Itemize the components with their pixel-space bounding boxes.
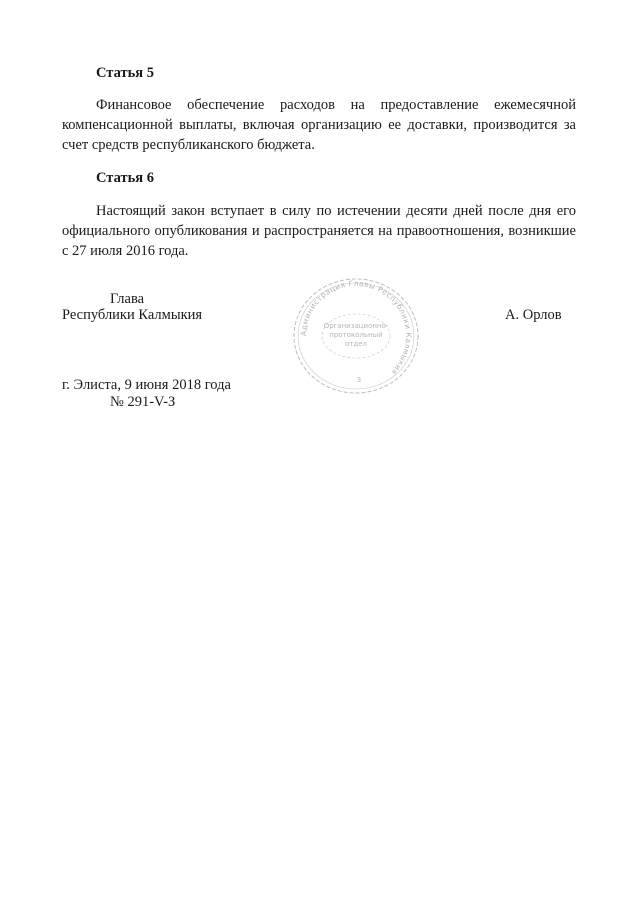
official-seal [291,276,421,396]
seal-center-line3: отдел [345,340,367,348]
law-number: № 291-V-З [110,394,176,410]
seal-outer-text: Администрация Главы Республики Калмыкия [298,278,414,377]
seal-center-line2: протокольный [329,331,383,339]
signature-name: А. Орлов [505,307,562,323]
signature-title-line2: Республики Калмыкия [62,307,203,323]
article-6-heading: Статья 6 [96,170,154,186]
article-5-text: Финансовое обеспечение расходов на предоставление ежемесячной компенсационной выплаты, включая организацию ее доставки, производится за счет средств республиканского бюджета. [62,97,576,153]
article-6-text: Настоящий закон вступает в силу по истечении десяти дней после дня его официального опубликования и распространяется на правоотношения, возникшие с 27 июля 2016 года. [62,203,576,259]
seal-center-line1: Организационно- [323,322,389,330]
place-date: г. Элиста, 9 июня 2018 года [62,377,231,393]
article-5-heading: Статья 5 [96,65,154,81]
signature-title-line1: Глава [110,291,145,307]
seal-number: 3 [356,376,362,384]
